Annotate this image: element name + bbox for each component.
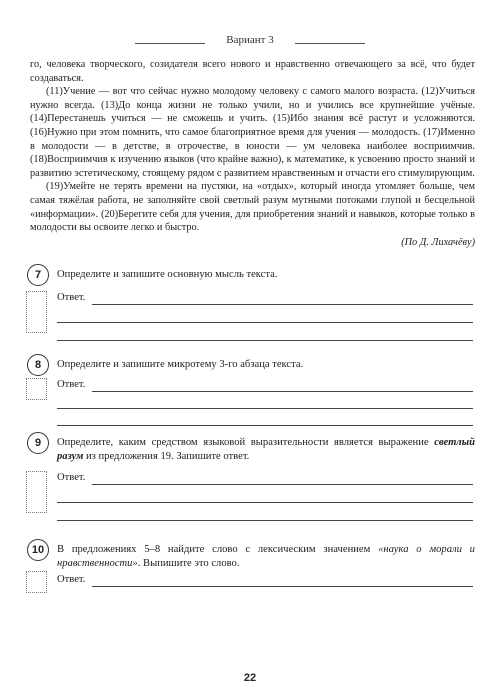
answer-label: Ответ. (57, 472, 86, 483)
question-text: из предложения 19. Запишите ответ. (83, 450, 250, 462)
answer-code-box[interactable] (26, 291, 47, 333)
question-emphasis: «наука о морали и нравственности» (57, 544, 475, 569)
answer-line[interactable] (92, 586, 473, 587)
answer-label: Ответ. (57, 292, 86, 303)
task-8 (27, 354, 475, 428)
answer-line[interactable] (57, 520, 473, 521)
question-emphasis: светлый разум (57, 437, 475, 462)
answer-code-box[interactable] (26, 571, 47, 593)
reading-text (30, 58, 475, 249)
answer-label: Ответ. (57, 574, 86, 585)
task-number-badge: 7 (27, 264, 49, 286)
text-paragraph-3: (19)Умейте не терять времени на пустяки, на «отдых», который иногда утомляет больше, чем самая тяжёлая работа, не заполняйте свой светлый разум мутными потоками глупой и бесцельной «информации». (20)Берегите себя для учения, для приобретения знаний и навыков, которые только в молодости вы освоите легко и быстро. (30, 181, 475, 234)
task-question (57, 436, 475, 463)
task-question (57, 543, 475, 570)
question-text: В предложениях 5–8 найдите слово с лексическим значением (57, 544, 379, 555)
answer-line[interactable] (92, 391, 473, 392)
text-paragraph-2: (11)Учение — вот что сейчас нужно молодому человеку с самого малого возраста. (12)Учиться нужно всегда. (13)До конца жизни не только учили, но и учились все крупнейшие учёные. (14)Перестанешь учиться — не сможешь и учить. (15)Ибо знания всё растут и усложняются. (16)Нужно при этом помнить, что самое благоприятное время для учения — молодость. (17)Именно в молодости — в детстве, в отрочестве, в юности — ум человека наиболее восприимчив. (18)Восприимчив к изучению языков (что крайне важно), к математике, к усвоению просто знаний и развитию эстетическому, стоящему рядом с развитием нравственным и отчасти его стимулирующим. (30, 86, 475, 179)
text-paragraph-1: го, человека творческого, созидателя всего нового и нравственно отвечающего за всё, что будет создаваться. (30, 59, 475, 84)
task-number-badge: 8 (27, 354, 49, 376)
answer-line[interactable] (92, 304, 473, 305)
task-number-badge: 10 (27, 539, 49, 561)
page-header (0, 34, 500, 50)
page-number: 22 (243, 672, 257, 684)
task-10 (27, 539, 475, 595)
answer-line[interactable] (92, 484, 473, 485)
task-question: Определите и запишите основную мысль текста. (57, 269, 278, 280)
answer-label: Ответ. (57, 379, 86, 390)
header-rule-left (135, 43, 205, 44)
answer-line[interactable] (57, 322, 473, 323)
text-author: (По Д. Лихачёву) (401, 236, 475, 248)
task-9 (27, 432, 475, 532)
answer-line[interactable] (57, 502, 473, 503)
header-rule-right (295, 43, 365, 44)
task-number-badge: 9 (27, 432, 49, 454)
answer-line[interactable] (57, 425, 473, 426)
variant-title: Вариант 3 (226, 34, 274, 46)
task-7 (27, 264, 475, 354)
task-question: Определите и запишите микротему 3-го абзаца текста. (57, 359, 304, 370)
answer-line[interactable] (57, 408, 473, 409)
answer-line[interactable] (57, 340, 473, 341)
answer-code-box[interactable] (26, 471, 47, 513)
question-text: Определите, каким средством языковой выразительности является выражение (57, 437, 435, 448)
answer-code-box[interactable] (26, 378, 47, 400)
question-text: . Выпишите это слово. (137, 557, 240, 569)
